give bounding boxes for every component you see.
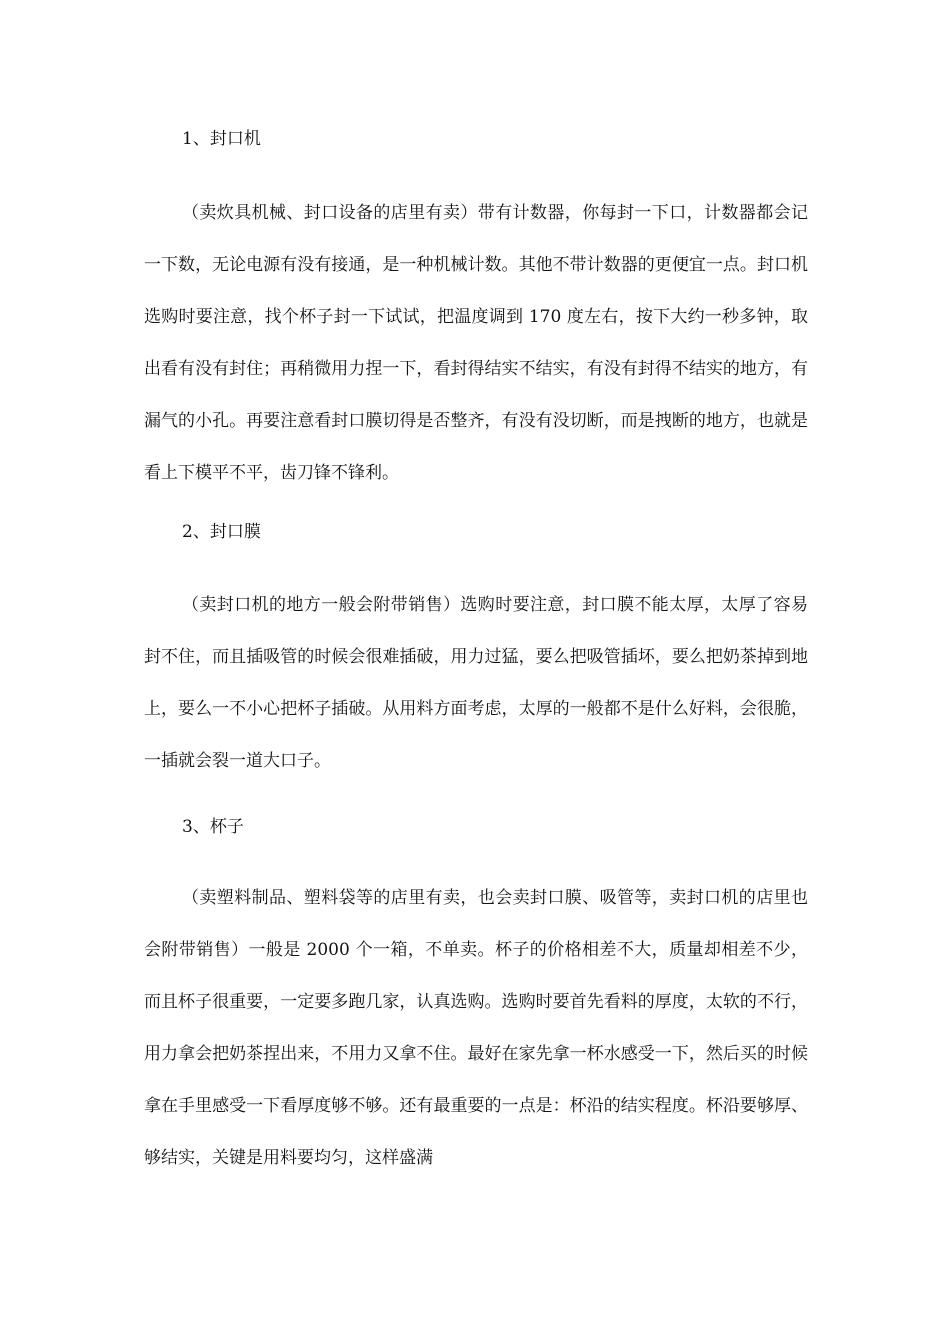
section-heading-sealing-film: 2、封口膜	[182, 522, 261, 542]
section-heading-sealing-machine: 1、封口机	[182, 129, 261, 149]
section-heading-cups: 3、杯子	[182, 817, 244, 837]
section-paragraph-sealing-film: （卖封口机的地方一般会附带销售）选购时要注意，封口膜不能太厚，太厚了容易封不住，而且插吸管的时候会很难插破，用力过猛，要么把吸管插坏，要么把奶茶掉到地上，要么一不小心把杯子插破。从用料方面考虑，太厚的一般都不是什么好料，会很脆，一插就会裂一道大口子。	[144, 595, 808, 771]
section-paragraph-cups: （卖塑料制品、塑料袋等的店里有卖，也会卖封口膜、吸管等，卖封口机的店里也会附带销售）一般是 2000 个一箱，不单卖。杯子的价格相差不大，质量却相差不少，而且杯子很重要，一定要多跑几家，认真选购。选购时要首先看料的厚度，太软的不行，用力拿会把奶茶捏出来，不用力又拿不住。最好在家先拿一杯水感受一下，然后买的时候拿在手里感受一下看厚度够不够。还有最重要的一点是：杯沿的结实程度。杯沿要够厚、够结实，关键是用料要均匀，这样盛满	[144, 888, 808, 1168]
section-paragraph-sealing-machine: （卖炊具机械、封口设备的店里有卖）带有计数器，你每封一下口，计数器都会记一下数，无论电源有没有接通，是一种机械计数。其他不带计数器的更便宜一点。封口机选购时要注意，找个杯子封一下试试，把温度调到 170 度左右，按下大约一秒多钟，取出看有没有封住；再稍微用力捏一下，看封得结实不结实，有没有封得不结实的地方，有漏气的小孔。再要注意看封口膜切得是否整齐，有没有没切断，而是拽断的地方，也就是看上下模平不平，齿刀锋不锋利。	[144, 203, 808, 483]
